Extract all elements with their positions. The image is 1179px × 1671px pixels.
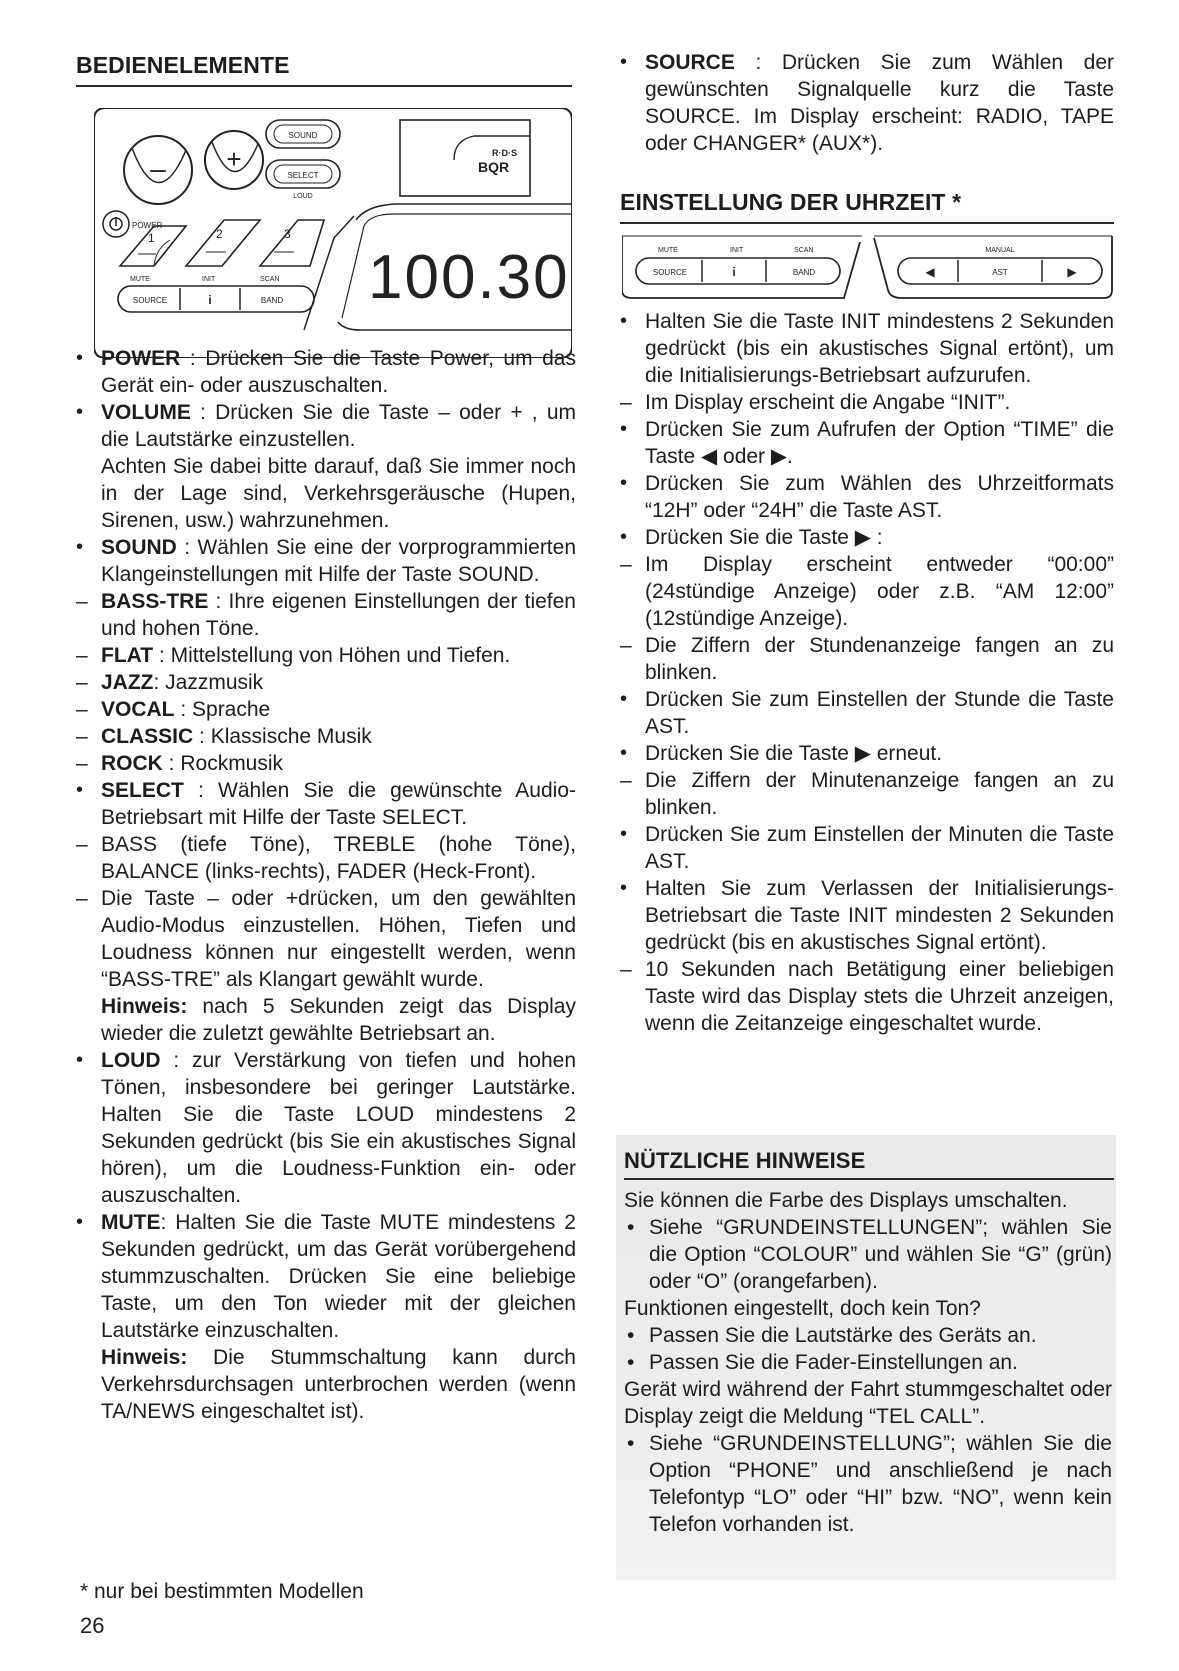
preset-2-label: 2	[216, 227, 223, 241]
list-item	[620, 875, 1114, 956]
clock-control-panel-illustration	[622, 234, 1114, 306]
rds-logo: R·D·S	[492, 148, 517, 158]
section-heading-bedienelemente: BEDIENELEMENTE	[76, 52, 572, 87]
item-text: : Ihre eigenen Einstellungen der tiefen und hohen Töne.	[101, 590, 576, 640]
item-text: Die Ziffern der Minutenanzeige fangen an zu blinken.	[645, 769, 1114, 819]
tip-item: • Passen Sie die Lautstärke des Geräts an.	[624, 1322, 1112, 1349]
list-item	[620, 470, 1114, 524]
list-item	[76, 696, 576, 723]
sound-label: SOUND	[288, 131, 318, 140]
init-label-2: INIT	[730, 247, 744, 254]
list-item	[76, 399, 576, 453]
tip-paragraph: Gerät wird während der Fahrt stummgeschaltet oder Display zeigt die Meldung “TEL CALL”.	[624, 1378, 1112, 1428]
item-label: CLASSIC	[101, 725, 194, 748]
item-label: VOCAL	[101, 698, 175, 721]
mute-label: MUTE	[130, 276, 150, 283]
list-item	[76, 993, 576, 1047]
item-label: VOLUME	[101, 401, 191, 424]
list-item	[76, 453, 576, 534]
source-description	[620, 49, 1114, 157]
item-text: : Rockmusik	[162, 752, 284, 775]
init-label: INIT	[202, 276, 216, 283]
tip-item: • Siehe “GRUNDEINSTELLUNGEN”; wählen Sie die Option “COLOUR” und wählen Sie “G” (grün) oder “O” (orangefarben).	[624, 1214, 1112, 1295]
item-label: MUTE	[101, 1211, 161, 1234]
list-item	[620, 821, 1114, 875]
item-text: BASS (tiefe Töne), TREBLE (hohe Töne), BALANCE (links-rechts), FADER (Heck-Front).	[101, 833, 576, 883]
list-item	[76, 1209, 576, 1344]
item-label: POWER	[101, 347, 181, 370]
item-text: Drücken Sie zum Einstellen der Stunde die Taste AST.	[645, 688, 1114, 738]
item-text: Drücken Sie zum Aufrufen der Option “TIME” die Taste ◀ oder ▶.	[645, 418, 1114, 468]
item-text: : Drücken Sie zum Wählen der gewünschten Signalquelle kurz die Taste SOURCE. Im Display erscheint: RADIO, TAPE oder CHANGER* (AUX*).	[645, 51, 1114, 155]
item-text: Die Stummschaltung kann durch Verkehrsdurchsagen unterbrochen werden (wenn TA/NEWS eingeschaltet ist).	[101, 1346, 576, 1423]
list-item	[620, 416, 1114, 470]
list-item	[620, 767, 1114, 821]
ast-label: AST	[992, 268, 1008, 277]
volume-minus-knob	[124, 136, 192, 204]
display-frequency: 100.30	[368, 243, 570, 312]
footnote: * nur bei bestimmten Modellen	[80, 1580, 364, 1603]
preset-1-label: 1	[148, 231, 155, 245]
list-item	[76, 588, 576, 642]
tip-paragraph: Funktionen eingestellt, doch kein Ton?	[624, 1297, 981, 1320]
item-text: : Wählen Sie die gewünschte Audio-Betriebsart mit Hilfe der Taste SELECT.	[101, 779, 576, 829]
list-item	[76, 1047, 576, 1209]
controls-description-list	[76, 345, 576, 1425]
loud-label: LOUD	[293, 193, 313, 200]
select-label: SELECT	[287, 171, 319, 180]
band-label-2: BAND	[792, 268, 816, 277]
source-label: SOURCE	[132, 296, 168, 305]
list-item	[76, 345, 576, 399]
item-text: : Jazzmusik	[153, 671, 264, 694]
list-item	[620, 551, 1114, 632]
list-item	[76, 642, 576, 669]
list-item	[76, 885, 576, 993]
source-info-band-bar	[118, 276, 314, 312]
manual-label: MANUAL	[985, 247, 1015, 254]
left-arrow-icon: ◀	[925, 265, 935, 279]
scan-label: SCAN	[260, 276, 280, 283]
item-text: Achten Sie dabei bitte darauf, daß Sie immer noch in der Lage sind, Verkehrsgeräusche (Hupen, Sirenen, usw.) wahrzunehmen.	[101, 455, 576, 532]
item-label: JAZZ	[101, 671, 154, 694]
list-item	[620, 308, 1114, 389]
list-item	[76, 534, 576, 588]
item-label: FLAT	[101, 644, 154, 667]
item-text: Halten Sie zum Verlassen der Initialisierungs-Betriebsart die Taste INIT mindesten 2 Sekunden gedrückt (bis en akustisches Signal ertönt).	[645, 877, 1114, 954]
item-text: Die Ziffern der Stundenanzeige fangen an zu blinken.	[645, 634, 1114, 684]
list-item	[76, 723, 576, 750]
info-label: i	[208, 293, 212, 307]
volume-plus-knob	[205, 131, 263, 189]
band-label: BAND	[260, 296, 284, 305]
list-item	[620, 389, 1114, 416]
minus-symbol: –	[150, 153, 166, 184]
right-arrow-icon: ▶	[1067, 265, 1077, 279]
item-label: Hinweis:	[101, 1346, 188, 1369]
source-label-2: SOURCE	[652, 268, 688, 277]
sound-button	[266, 120, 340, 148]
preset-3-label: 3	[284, 227, 291, 241]
power-label: POWER	[132, 221, 163, 230]
list-item	[76, 1344, 576, 1425]
item-text: nach 5 Sekunden zeigt das Display wieder die zuletzt gewählte Betriebsart an.	[101, 995, 576, 1045]
frequency-display	[338, 204, 572, 330]
item-text: Im Display erscheint die Angabe “INIT”.	[645, 391, 1011, 414]
item-text: Drücken Sie die Taste ▶ :	[645, 526, 883, 549]
item-text: Die Taste – oder +drücken, um den gewählten Audio-Modus einzustellen. Höhen, Tiefen und Loudness können nur eingestellt werden, wenn “BASS-TRE” als Klangart gewählt wurde.	[101, 887, 576, 991]
clock-instructions-list	[620, 308, 1114, 1037]
page-number: 26	[80, 1613, 105, 1638]
tip-item: • Siehe “GRUNDEINSTELLUNG”; wählen Sie die Option “PHONE” und anschließend je nach Telefontyp “LO” oder “HI” bzw. “NO”, wenn kein Telefon vorhanden ist.	[624, 1430, 1112, 1538]
item-text: : Klassische Musik	[193, 725, 372, 748]
list-item	[76, 777, 576, 831]
item-text: Im Display erscheint entweder “00:00” (24stündige Anzeige) oder z.B. “AM 12:00” (12stündige Anzeige).	[645, 553, 1114, 630]
item-text: : Drücken Sie die Taste Power, um das Gerät ein- oder auszuschalten.	[101, 347, 576, 397]
item-label: SELECT	[101, 779, 184, 802]
list-item	[620, 740, 1114, 767]
item-label: BASS-TRE	[101, 590, 209, 613]
item-text: : zur Verstärkung von tiefen und hohen Tönen, insbesondere bei geringer Lautstärke. Halten Sie die Taste LOUD mindestens 2 Sekunden gedrückt (bis Sie ein akustisches Signal hören), um die Loudness-Funktion ein- oder auszuschalten.	[101, 1049, 576, 1207]
item-label: SOURCE	[645, 51, 735, 74]
list-item	[76, 750, 576, 777]
list-item	[620, 632, 1114, 686]
bqr-logo: BQR	[478, 159, 510, 175]
tips-content	[624, 1187, 1112, 1538]
radio-control-panel-illustration	[94, 108, 572, 358]
tip-paragraph: Sie können die Farbe des Displays umschalten.	[624, 1189, 1068, 1212]
list-item	[76, 669, 576, 696]
section-heading-uhrzeit: EINSTELLUNG DER UHRZEIT *	[620, 189, 1114, 224]
item-text: Drücken Sie zum Wählen des Uhrzeitformats “12H” oder “24H” die Taste AST.	[645, 472, 1114, 522]
item-label: ROCK	[101, 752, 163, 775]
item-text: : Sprache	[174, 698, 271, 721]
list-item	[620, 49, 1114, 157]
item-text: : Wählen Sie eine der vorprogrammierten Klangeinstellungen mit Hilfe der Taste SOUND.	[101, 536, 576, 586]
tip-item: • Passen Sie die Fader-Einstellungen an.	[624, 1349, 1112, 1376]
item-label: Hinweis:	[101, 995, 188, 1018]
item-text: Drücken Sie zum Einstellen der Minuten die Taste AST.	[645, 823, 1114, 873]
list-item	[620, 524, 1114, 551]
item-text: Drücken Sie die Taste ▶ erneut.	[645, 742, 943, 765]
item-text: Halten Sie die Taste INIT mindestens 2 Sekunden gedrückt (bis ein akustisches Signal ertönt), um die Initialisierungs-Betriebsart aufzurufen.	[645, 310, 1114, 387]
scan-label-2: SCAN	[794, 247, 814, 254]
item-text: : Drücken Sie die Taste – oder + , um die Lautstärke einzustellen.	[101, 401, 576, 451]
list-item	[620, 956, 1114, 1037]
item-label: LOUD	[101, 1049, 161, 1072]
item-label: SOUND	[101, 536, 177, 559]
item-text: : Halten Sie die Taste MUTE mindestens 2 Sekunden gedrückt, um das Gerät vorübergehend stummzuschalten. Drücken Sie eine beliebige Taste, um den Ton wieder mit der gleichen Lautstärke einzuschalten.	[101, 1211, 576, 1342]
info-label-2: i	[732, 265, 736, 279]
plus-symbol: +	[226, 144, 242, 174]
item-text: : Mittelstellung von Höhen und Tiefen.	[153, 644, 511, 667]
list-item	[76, 831, 576, 885]
list-item	[620, 686, 1114, 740]
rds-display-window	[400, 120, 530, 196]
select-button	[266, 160, 340, 200]
mute-label-2: MUTE	[658, 247, 678, 254]
item-text: 10 Sekunden nach Betätigung einer beliebigen Taste wird das Display stets die Uhrzeit anzeigen, wenn die Zeitanzeige eingeschaltet wurde.	[645, 958, 1114, 1035]
tips-heading: NÜTZLICHE HINWEISE	[624, 1148, 1114, 1180]
